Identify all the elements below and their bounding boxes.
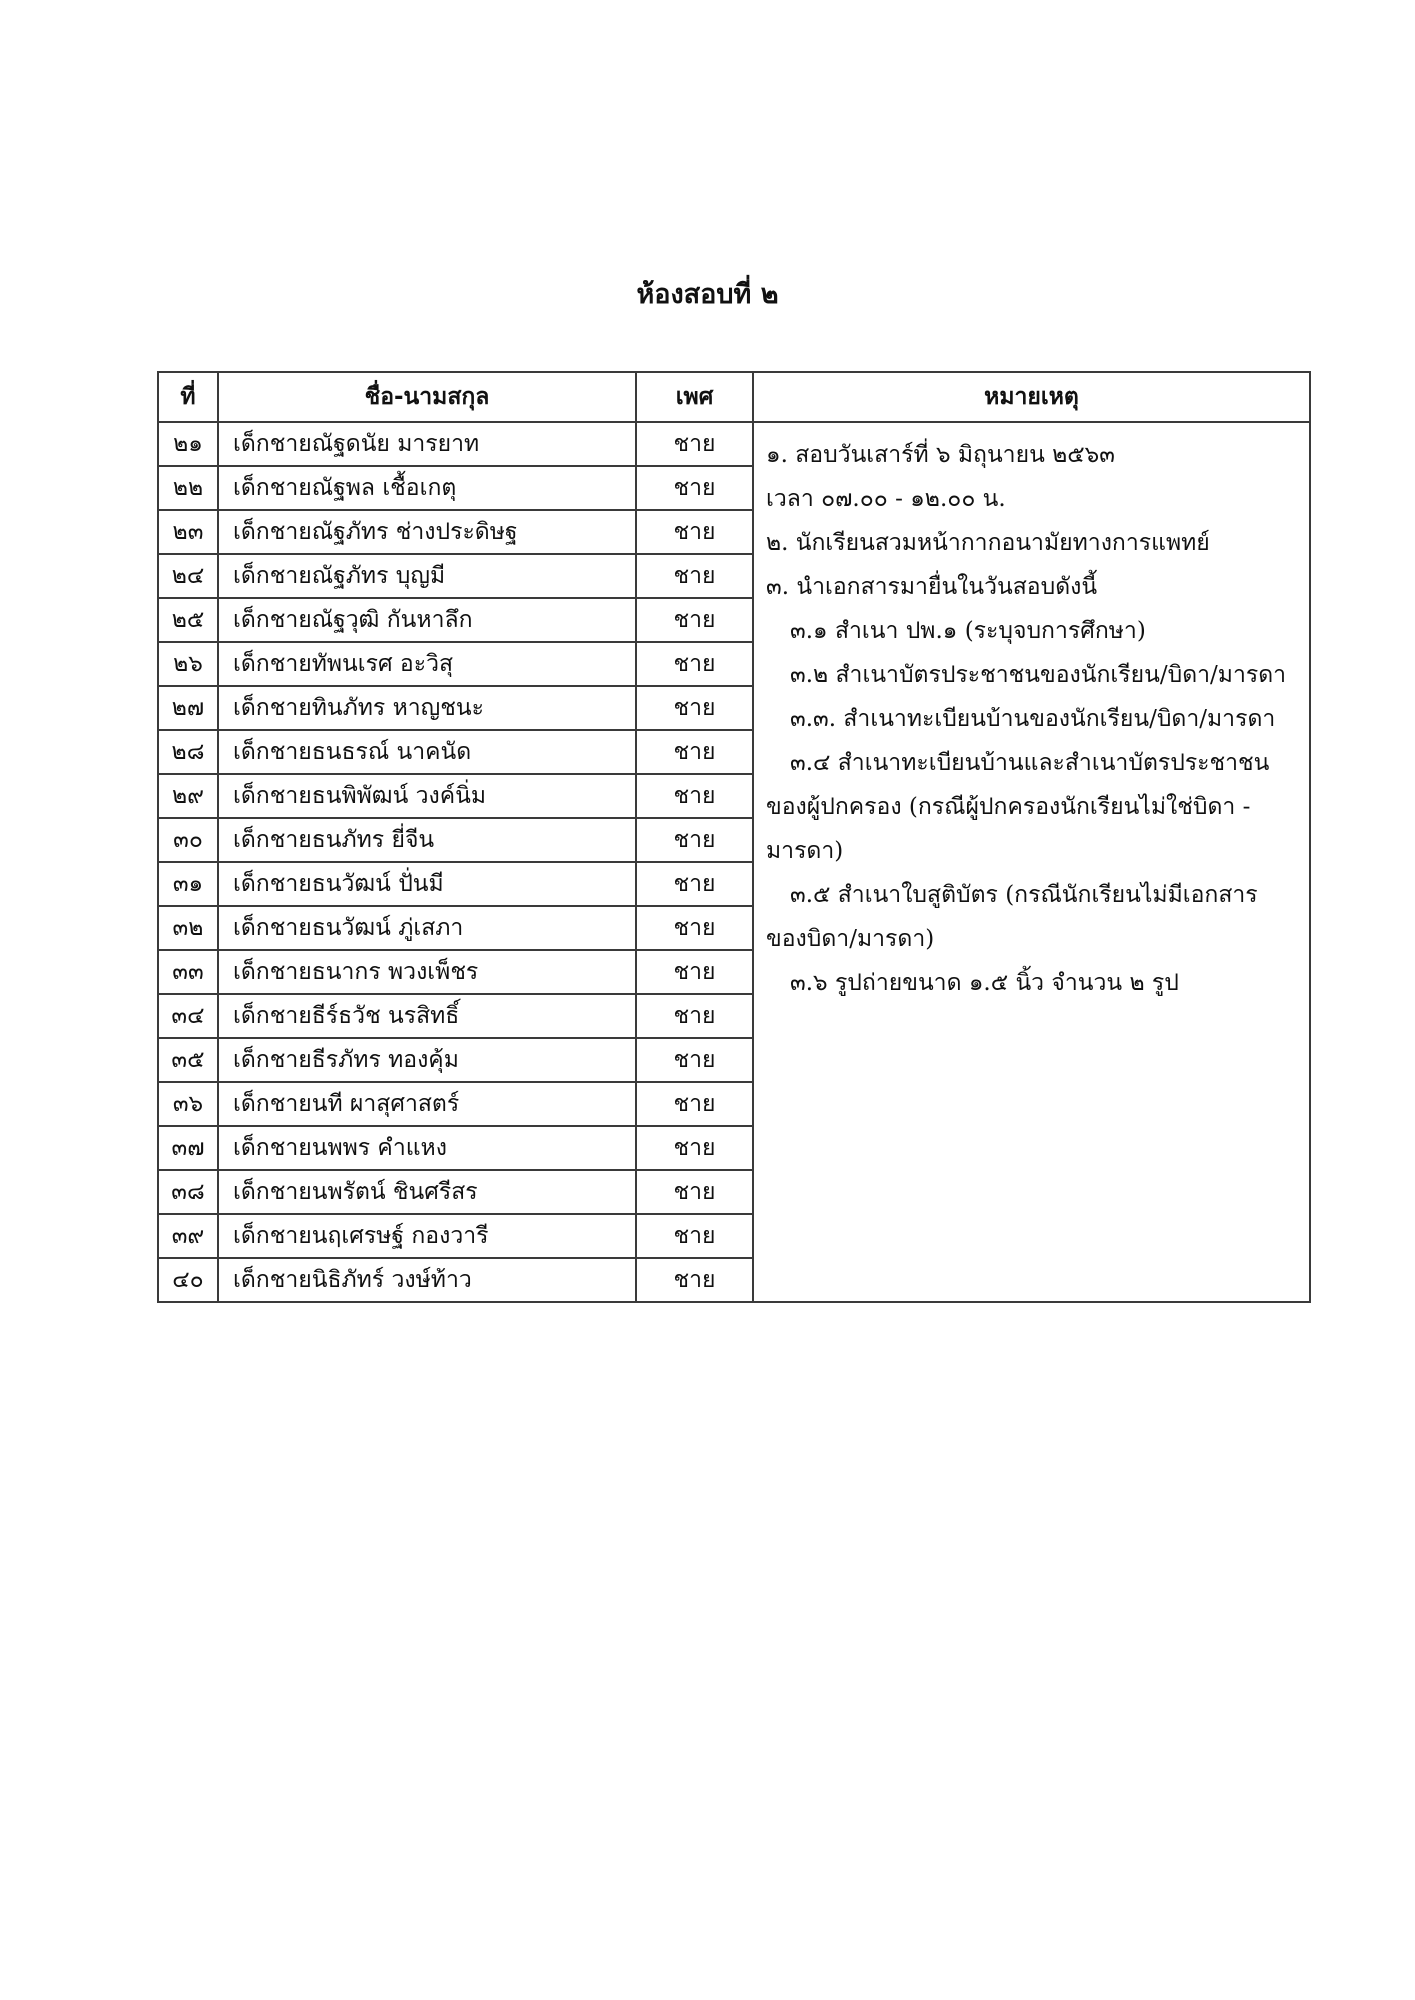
student-name: เด็กชายทัพนเรศ อะวิสุ [218,642,636,686]
row-number: ๒๒ [158,466,218,510]
remark-line: ๓.๓. สำเนาทะเบียนบ้านของนักเรียน/บิดา/มารดา [790,706,1276,732]
row-number: ๔๐ [158,1258,218,1302]
row-number: ๓๐ [158,818,218,862]
student-sex: ชาย [636,1082,753,1126]
student-name: เด็กชายนพรัตน์ ชินศรีสร [218,1170,636,1214]
student-sex: ชาย [636,950,753,994]
student-sex: ชาย [636,818,753,862]
remark-line: ๓.๒ สำเนาบัตรประชาชนของนักเรียน/บิดา/มารดา [790,662,1287,688]
student-sex: ชาย [636,774,753,818]
student-name: เด็กชายณัฐภัทร ช่างประดิษฐ [218,510,636,554]
student-name: เด็กชายนที ผาสุศาสตร์ [218,1082,636,1126]
table-body [158,422,1310,1302]
student-sex: ชาย [636,510,753,554]
student-sex: ชาย [636,906,753,950]
student-sex: ชาย [636,730,753,774]
remark-line: ๓.๔ สำเนาทะเบียนบ้านและสำเนาบัตรประชาชน [790,750,1270,776]
exam-room-table [157,371,1311,1303]
student-name: เด็กชายณัฐภัทร บุญมี [218,554,636,598]
student-name: เด็กชายนิธิภัทร์ วงษ์ท้าว [218,1258,636,1302]
student-sex: ชาย [636,554,753,598]
row-number: ๓๖ [158,1082,218,1126]
student-sex: ชาย [636,1038,753,1082]
remark-line: ๒. นักเรียนสวมหน้ากากอนามัยทางการแพทย์ [766,530,1210,556]
student-sex: ชาย [636,1170,753,1214]
page-title: ห้องสอบที่ ๒ [636,279,779,310]
student-name: เด็กชายธนวัฒน์ ปั่นมี [218,862,636,906]
student-name: เด็กชายธนพิพัฒน์ วงค์นิ่ม [218,774,636,818]
student-name: เด็กชายณัฐพล เชื้อเกตุ [218,466,636,510]
student-sex: ชาย [636,1214,753,1258]
header-sex: เพศ [636,372,753,422]
row-number: ๒๖ [158,642,218,686]
header-no: ที่ [158,372,218,422]
remark-line: ๑. สอบวันเสาร์ที่ ๖ มิถุนายน ๒๕๖๓ [766,442,1115,468]
table-header-row [158,372,1310,422]
student-name: เด็กชายณัฐดนัย มารยาท [218,422,636,466]
row-number: ๓๗ [158,1126,218,1170]
row-number: ๓๕ [158,1038,218,1082]
student-sex: ชาย [636,466,753,510]
student-sex: ชาย [636,1126,753,1170]
student-name: เด็กชายธีรภัทร ทองคุ้ม [218,1038,636,1082]
row-number: ๓๙ [158,1214,218,1258]
row-number: ๓๒ [158,906,218,950]
row-number: ๓๘ [158,1170,218,1214]
header-remarks: หมายเหตุ [753,372,1310,422]
student-name: เด็กชายธีร์ธวัช นรสิทธิ์ [218,994,636,1038]
row-number: ๒๑ [158,422,218,466]
remark-line: ของผู้ปกครอง (กรณีผู้ปกครองนักเรียนไม่ใช่บิดา - [766,794,1251,820]
row-number: ๒๕ [158,598,218,642]
student-name: เด็กชายธนากร พวงเพ็ชร [218,950,636,994]
table-row [158,422,1310,466]
row-number: ๓๑ [158,862,218,906]
remarks-cell [753,422,1310,1302]
student-sex: ชาย [636,994,753,1038]
student-sex: ชาย [636,862,753,906]
student-sex: ชาย [636,686,753,730]
row-number: ๓๔ [158,994,218,1038]
remark-line: ของบิดา/มารดา) [766,926,935,952]
student-name: เด็กชายธนภัทร ยี่จีน [218,818,636,862]
row-number: ๒๓ [158,510,218,554]
remark-line: มารดา) [766,838,844,864]
student-sex: ชาย [636,1258,753,1302]
student-name: เด็กชายทินภัทร หาญชนะ [218,686,636,730]
remark-line: ๓.๑ สำเนา ปพ.๑ (ระบุจบการศึกษา) [790,618,1146,644]
remark-line: ๓.๖ รูปถ่ายขนาด ๑.๕ นิ้ว จำนวน ๒ รูป [790,970,1179,996]
student-sex: ชาย [636,598,753,642]
student-name: เด็กชายนฤเศรษฐ์ กองวารี [218,1214,636,1258]
student-sex: ชาย [636,422,753,466]
student-sex: ชาย [636,642,753,686]
row-number: ๒๙ [158,774,218,818]
remark-line: เวลา ๐๗.๐๐ - ๑๒.๐๐ น. [766,486,1006,512]
remark-line: ๓.๕ สำเนาใบสูติบัตร (กรณีนักเรียนไม่มีเอกสาร [790,882,1258,908]
student-name: เด็กชายธนวัฒน์ ภู่เสภา [218,906,636,950]
student-name: เด็กชายนพพร คำแหง [218,1126,636,1170]
remark-line: ๓. นำเอกสารมายื่นในวันสอบดังนี้ [766,574,1098,600]
student-name: เด็กชายณัฐวุฒิ กันหาลึก [218,598,636,642]
row-number: ๒๘ [158,730,218,774]
header-name: ชื่อ-นามสกุล [218,372,636,422]
row-number: ๓๓ [158,950,218,994]
student-name: เด็กชายธนธรณ์ นาคนัด [218,730,636,774]
row-number: ๒๔ [158,554,218,598]
row-number: ๒๗ [158,686,218,730]
